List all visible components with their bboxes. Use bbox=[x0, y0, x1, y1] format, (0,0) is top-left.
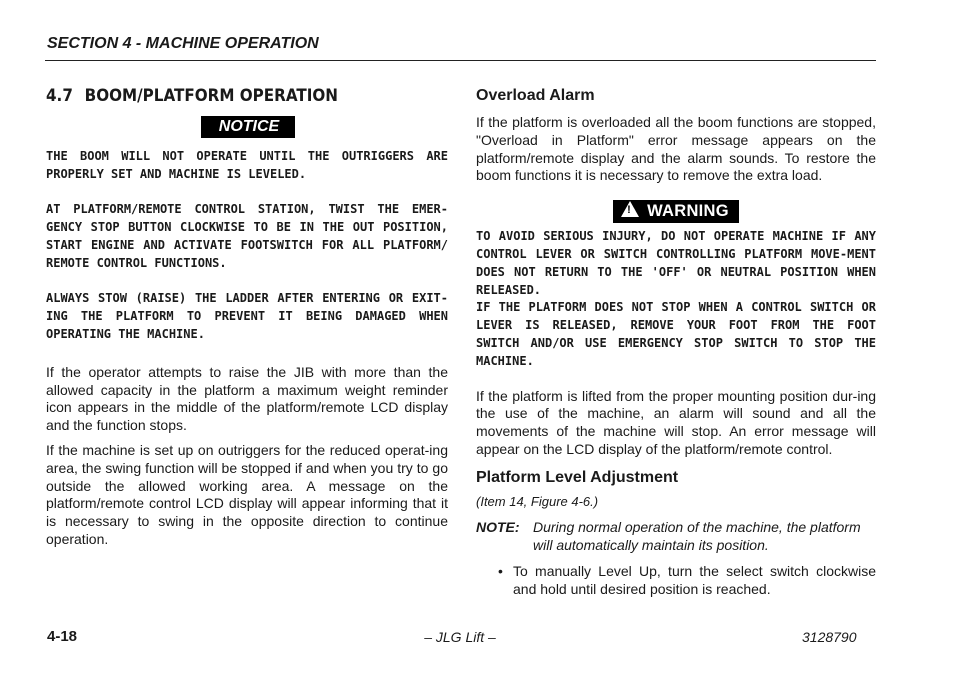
page-number: 4-18 bbox=[47, 628, 78, 645]
notice-paragraph-1: THE BOOM WILL NOT OPERATE UNTIL THE OUTRIGGERS ARE PROPERLY SET AND MACHINE IS LEVELED. bbox=[46, 149, 448, 181]
notice-badge: NOTICE bbox=[201, 116, 295, 138]
section-title: BOOM/PLATFORM OPERATION bbox=[84, 86, 339, 105]
note-block bbox=[476, 519, 876, 555]
header-divider bbox=[45, 60, 876, 61]
overload-alarm-heading: Overload Alarm bbox=[476, 87, 595, 104]
platform-lifted-paragraph: If the platform is lifted from the proper mounting position dur-ing the use of the machine, an alarm will sound and all the movements of the machine will stop. An error message will appear on the LCD display of the platform/remote control. bbox=[476, 387, 876, 457]
right-column bbox=[476, 84, 876, 599]
outrigger-swing-paragraph: If the machine is set up on outriggers for the reduced operat-ing area, the swing function will be stopped if and when you try to go outside the allowed working area. A message on the platform/remote control LCD display will appear informing that it is necessary to swing in the opposite direction to continue operation. bbox=[46, 441, 448, 547]
notice-paragraph-3: ALWAYS STOW (RAISE) THE LADDER AFTER ENTERING OR EXIT-ING THE PLATFORM TO PREVENT IT BEING DAMAGED WHEN OPERATING THE MACHINE. bbox=[46, 291, 448, 341]
warning-paragraph-2: IF THE PLATFORM DOES NOT STOP WHEN A CONTROL SWITCH OR LEVER IS RELEASED, REMOVE YOUR FOOT FROM THE FOOT SWITCH AND/OR USE EMERGENCY STOP SWITCH TO STOP THE MACHINE. bbox=[476, 300, 876, 368]
platform-level-heading: Platform Level Adjustment bbox=[476, 468, 679, 486]
section-header: SECTION 4 - MACHINE OPERATION bbox=[47, 35, 319, 52]
warning-badge bbox=[613, 200, 739, 223]
notice-paragraph-2: AT PLATFORM/REMOTE CONTROL STATION, TWIST THE EMER-GENCY STOP BUTTON CLOCKWISE TO BE IN THE OUT POSITION, START ENGINE AND ACTIVATE FOOTSWITCH FOR ALL PLATFORM/ REMOTE CONTROL FUNCTIONS. bbox=[46, 202, 448, 270]
warning-label: WARNING bbox=[647, 202, 729, 221]
note-label: NOTE: bbox=[476, 518, 520, 535]
list-item bbox=[476, 563, 876, 599]
bullet-icon: • bbox=[498, 563, 503, 580]
section-heading bbox=[46, 86, 416, 105]
bullet-text: To manually Level Up, turn the select switch clockwise and hold until desired position is reached. bbox=[513, 563, 876, 598]
note-text: During normal operation of the machine, the platform will automatically maintain its position. bbox=[533, 518, 861, 553]
warning-triangle-icon bbox=[621, 201, 639, 217]
warning-paragraph-1: TO AVOID SERIOUS INJURY, DO NOT OPERATE MACHINE IF ANY CONTROL LEVER OR SWITCH CONTROLLING PLATFORM MOVE-MENT DOES NOT RETURN TO THE 'OFF' OR NEUTRAL POSITION WHEN RELEASED. bbox=[476, 229, 876, 297]
overload-alarm-paragraph: If the platform is overloaded all the boom functions are stopped, "Overload in Platform" error message appears on the platform/remote display and the alarm sounds. To restore the boom functions it is necessary to remove the extra load. bbox=[476, 114, 876, 184]
document-number: 3128790 bbox=[802, 629, 857, 645]
warning-badge-wrap bbox=[476, 200, 876, 224]
figure-reference: (Item 14, Figure 4-6.) bbox=[476, 493, 599, 509]
notice-badge-wrap bbox=[46, 116, 448, 140]
footer-brand: – JLG Lift – bbox=[424, 629, 496, 645]
jib-capacity-paragraph: If the operator attempts to raise the JIB with more than the allowed capacity in the platform a maximum weight reminder icon appears in the middle of the platform/remote LCD display and the function stops. bbox=[46, 363, 448, 434]
section-number: 4.7 bbox=[46, 86, 73, 105]
left-column bbox=[46, 84, 448, 549]
